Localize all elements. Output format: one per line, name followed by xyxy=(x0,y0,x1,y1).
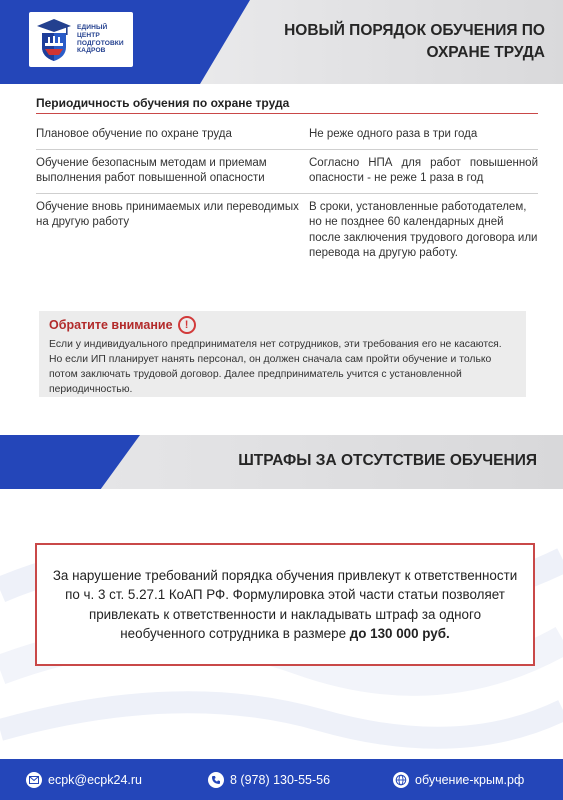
fine-box xyxy=(35,543,535,666)
logo-line: КАДРОВ xyxy=(77,47,106,55)
notice-title-text: Обратите внимание xyxy=(49,318,173,332)
logo-emblem-icon xyxy=(35,17,73,63)
phone-icon xyxy=(208,772,224,788)
table-row xyxy=(36,121,538,150)
globe-icon xyxy=(393,772,409,788)
table-cell-period: Не реже одного раза в три года xyxy=(309,128,478,140)
notice-text: Если у индивидуального предпринимателя нет сотрудников, эти требования его не касаются. Но если ИП планирует нанять персонал, он должен сначала сам пройти обучение и только потом заключать трудовой договор. Далее предприниматель учится с установленной периодичностью. xyxy=(49,339,502,395)
fine-text-body: За нарушение требований порядка обучения привлекут к ответственности по ч. 3 ст. 5.27.1 КоАП РФ. Формулировка этой части статьи позволяет привлекать к ответственности и накладывать штраф за одного необученного сотрудника в размере xyxy=(52,567,518,641)
footer-email-text: ecpk@ecpk24.ru xyxy=(48,772,142,787)
table-row xyxy=(36,194,538,268)
table-cell-type: Обучение вновь принимаемых или переводимых на другую работу xyxy=(36,200,299,228)
logo-text xyxy=(77,24,124,54)
table-cell-period: В сроки, установленные работодателем, но не позднее 60 календарных дней после заключения трудового договора или перевода на другую работу. xyxy=(309,200,538,259)
footer-website[interactable] xyxy=(393,759,524,800)
warning-icon: ! xyxy=(178,316,196,334)
fines-section-header xyxy=(0,435,563,489)
header xyxy=(0,0,563,84)
page-title: НОВЫЙ ПОРЯДОК ОБУЧЕНИЯ ПО ОХРАНЕ ТРУДА xyxy=(284,22,545,61)
fine-text xyxy=(51,566,519,644)
logo-line: ЦЕНТР xyxy=(77,31,100,39)
email-icon xyxy=(26,772,42,788)
footer-email[interactable] xyxy=(26,759,142,800)
fine-amount: до 130 000 руб. xyxy=(349,626,450,641)
table-row xyxy=(36,150,538,194)
notice-box xyxy=(39,311,526,397)
table-cell-period: Согласно НПА для работ повышенной опасности - не реже 1 раза в год xyxy=(309,156,538,184)
logo-line: ПОДГОТОВКИ xyxy=(77,39,124,47)
periodicity-table xyxy=(36,121,538,268)
table-cell-type: Обучение безопасным методам и приемам выполнения работ повышенной опасности xyxy=(36,156,267,184)
footer-website-text: обучение-крым.рф xyxy=(415,772,525,787)
fines-title: ШТРАФЫ ЗА ОТСУТСТВИЕ ОБУЧЕНИЯ xyxy=(238,452,537,469)
section-heading: Периодичность обучения по охране труда xyxy=(36,96,538,114)
logo-line: ЕДИНЫЙ xyxy=(77,24,108,32)
notice-title xyxy=(49,316,516,334)
footer-phone[interactable] xyxy=(208,759,330,800)
logo xyxy=(29,12,133,67)
footer xyxy=(0,759,563,800)
table-cell-type: Плановое обучение по охране труда xyxy=(36,128,232,140)
footer-phone-text: 8 (978) 130-55-56 xyxy=(230,772,331,787)
